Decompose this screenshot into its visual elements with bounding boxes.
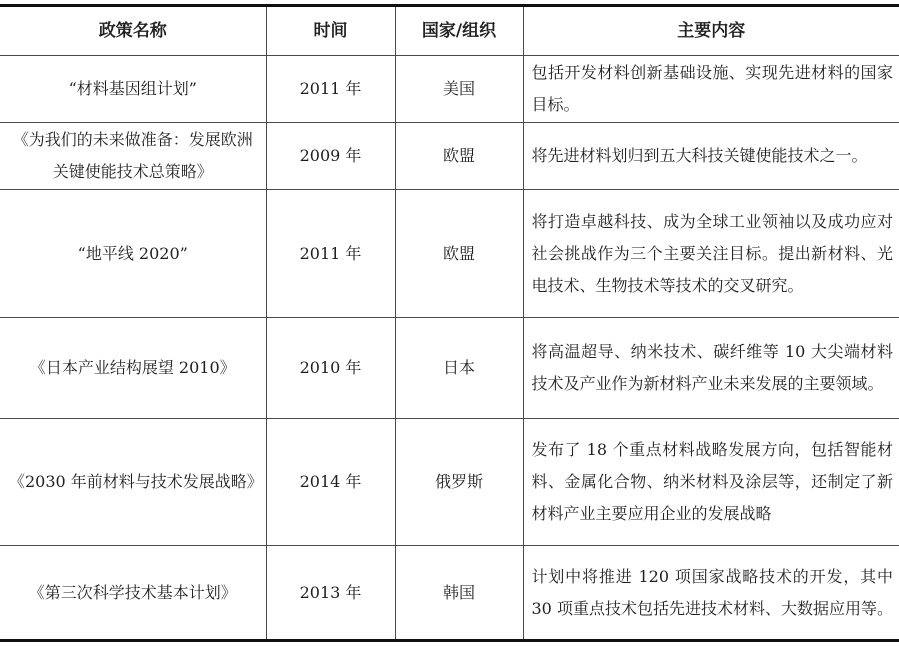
table-row: [0, 318, 899, 419]
table-row: [0, 546, 899, 641]
time-cell: 2011 年: [266, 56, 395, 123]
policy-name-cell: “材料基因组计划”: [0, 56, 266, 123]
country-org-cell: 欧盟: [395, 123, 523, 190]
policy-name-cell: 《2030 年前材料与技术发展战略》: [0, 419, 266, 546]
country-org-cell: 韩国: [395, 546, 523, 641]
policy-name-cell: 《日本产业结构展望 2010》: [0, 318, 266, 419]
table-row: [0, 56, 899, 123]
country-org-cell: 俄罗斯: [395, 419, 523, 546]
country-org-cell: 欧盟: [395, 190, 523, 318]
table-header-row: [0, 6, 899, 56]
policy-name-cell: 《第三次科学技术基本计划》: [0, 546, 266, 641]
table-row: [0, 123, 899, 190]
header-country-org: 国家/组织: [395, 6, 523, 56]
time-cell: 2010 年: [266, 318, 395, 419]
main-content-cell: 包括开发材料创新基础设施、实现先进材料的国家目标。: [523, 56, 899, 123]
time-cell: 2009 年: [266, 123, 395, 190]
table-row: [0, 419, 899, 546]
main-content-cell: 将先进材料划归到五大科技关键使能技术之一。: [523, 123, 899, 190]
main-content-cell: 计划中将推进 120 项国家战略技术的开发，其中 30 项重点技术包括先进技术材料、大数据应用等。: [523, 546, 899, 641]
main-content-cell: 发布了 18 个重点材料战略发展方向，包括智能材料、金属化合物、纳米材料及涂层等，还制定了新材料产业主要应用企业的发展战略: [523, 419, 899, 546]
country-org-cell: 日本: [395, 318, 523, 419]
main-content-cell: 将打造卓越科技、成为全球工业领袖以及成功应对社会挑战作为三个主要关注目标。提出新材料、光电技术、生物技术等技术的交叉研究。: [523, 190, 899, 318]
time-cell: 2011 年: [266, 190, 395, 318]
country-org-cell: 美国: [395, 56, 523, 123]
header-time: 时间: [266, 6, 395, 56]
time-cell: 2013 年: [266, 546, 395, 641]
main-content-cell: 将高温超导、纳米技术、碳纤维等 10 大尖端材料技术及产业作为新材料产业未来发展的主要领域。: [523, 318, 899, 419]
policy-table: [0, 4, 899, 642]
table-row: [0, 190, 899, 318]
header-policy-name: 政策名称: [0, 6, 266, 56]
header-main-content: 主要内容: [523, 6, 899, 56]
time-cell: 2014 年: [266, 419, 395, 546]
policy-name-cell: “地平线 2020”: [0, 190, 266, 318]
policy-name-cell: 《为我们的未来做准备：发展欧洲关键使能技术总策略》: [0, 123, 266, 190]
